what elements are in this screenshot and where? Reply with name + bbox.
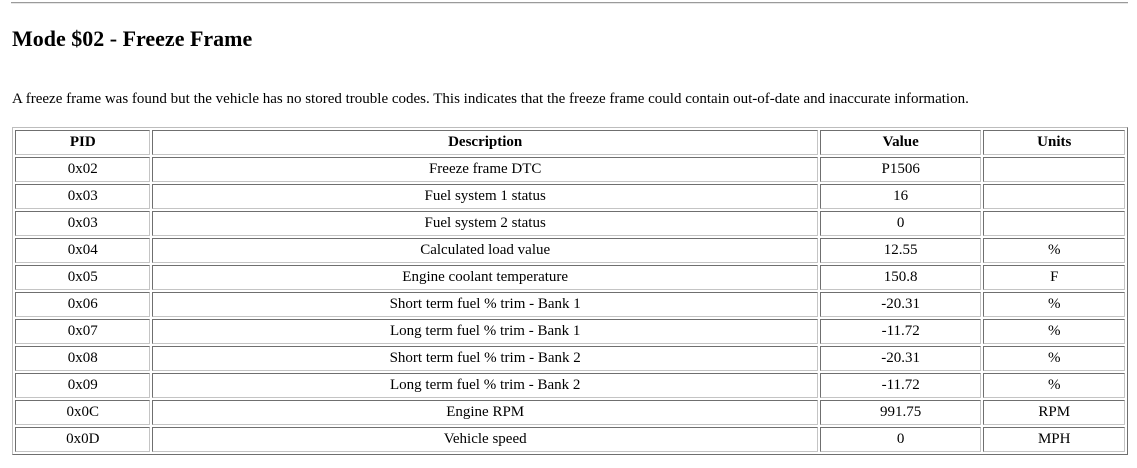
cell-pid: 0x03	[15, 211, 150, 236]
cell-units: RPM	[983, 400, 1125, 425]
table-row	[15, 292, 1125, 317]
cell-pid: 0x08	[15, 346, 150, 371]
header-value: Value	[820, 130, 982, 155]
cell-units: %	[983, 319, 1125, 344]
freeze-frame-table	[12, 127, 1128, 455]
cell-pid: 0x0C	[15, 400, 150, 425]
cell-description: Freeze frame DTC	[152, 157, 817, 182]
cell-value: 0	[820, 211, 982, 236]
cell-description: Fuel system 1 status	[152, 184, 817, 209]
page-title: Mode $02 - Freeze Frame	[12, 26, 253, 51]
cell-value: -11.72	[820, 319, 982, 344]
table-row	[15, 184, 1125, 209]
cell-units: %	[983, 373, 1125, 398]
cell-value: 0	[820, 427, 982, 452]
cell-pid: 0x04	[15, 238, 150, 263]
cell-pid: 0x03	[15, 184, 150, 209]
cell-value: 12.55	[820, 238, 982, 263]
cell-value: P1506	[820, 157, 982, 182]
cell-pid: 0x09	[15, 373, 150, 398]
cell-value: -20.31	[820, 346, 982, 371]
cell-units	[983, 157, 1125, 182]
cell-value: -20.31	[820, 292, 982, 317]
cell-pid: 0x02	[15, 157, 150, 182]
cell-pid: 0x07	[15, 319, 150, 344]
cell-value: 150.8	[820, 265, 982, 290]
table-header-row	[15, 130, 1125, 155]
cell-units	[983, 184, 1125, 209]
cell-value: 991.75	[820, 400, 982, 425]
table-row	[15, 427, 1125, 452]
cell-description: Engine RPM	[152, 400, 817, 425]
cell-description: Long term fuel % trim - Bank 2	[152, 373, 817, 398]
cell-units	[983, 211, 1125, 236]
cell-description: Fuel system 2 status	[152, 211, 817, 236]
cell-units: %	[983, 238, 1125, 263]
cell-value: 16	[820, 184, 982, 209]
header-pid: PID	[15, 130, 150, 155]
cell-value: -11.72	[820, 373, 982, 398]
table-row	[15, 211, 1125, 236]
intro-text: A freeze frame was found but the vehicle has no stored trouble codes. This indicates that the freeze frame could contain out-of-date and inaccurate information.	[12, 91, 969, 107]
header-description: Description	[152, 130, 817, 155]
cell-description: Vehicle speed	[152, 427, 817, 452]
table-row	[15, 238, 1125, 263]
cell-description: Calculated load value	[152, 238, 817, 263]
table-row	[15, 157, 1125, 182]
cell-units: MPH	[983, 427, 1125, 452]
cell-description: Short term fuel % trim - Bank 1	[152, 292, 817, 317]
top-divider	[11, 2, 1128, 4]
cell-units: %	[983, 346, 1125, 371]
cell-description: Long term fuel % trim - Bank 1	[152, 319, 817, 344]
cell-pid: 0x0D	[15, 427, 150, 452]
table-row	[15, 346, 1125, 371]
cell-description: Engine coolant temperature	[152, 265, 817, 290]
header-units: Units	[983, 130, 1125, 155]
cell-units: F	[983, 265, 1125, 290]
table-row	[15, 373, 1125, 398]
cell-units: %	[983, 292, 1125, 317]
table-row	[15, 265, 1125, 290]
table-row	[15, 319, 1125, 344]
cell-description: Short term fuel % trim - Bank 2	[152, 346, 817, 371]
cell-pid: 0x06	[15, 292, 150, 317]
cell-pid: 0x05	[15, 265, 150, 290]
table-row	[15, 400, 1125, 425]
